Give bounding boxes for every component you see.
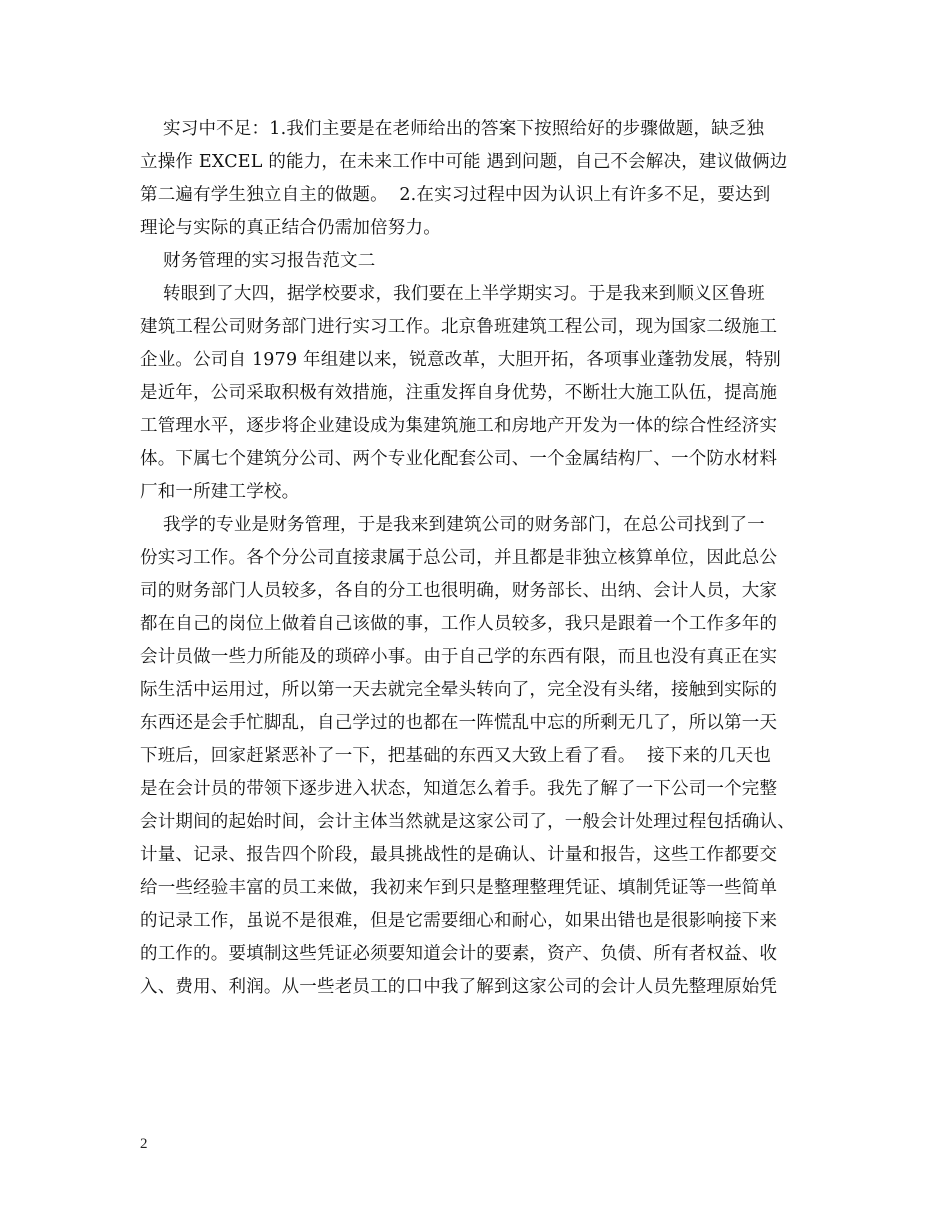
text-line: 会计员做一些力所能及的琐碎小事。由于自己学的东西有限，而且也没有真正在实 — [140, 647, 778, 667]
text-line: 的记录工作，虽说不是很难，但是它需要细心和耐心，如果出错也是很影响接下来 — [140, 911, 778, 931]
text-line: 计量、记录、报告四个阶段，最具挑战性的是确认、计量和报告，这些工作都要交 — [140, 845, 778, 865]
text-line: 第二遍有学生独立自主的做题。 2.在实习过程中因为认识上有许多不足，要达到 — [140, 185, 771, 205]
text-line: 东西还是会手忙脚乱，自己学过的也都在一阵慌乱中忘的所剩无几了，所以第一天 — [140, 713, 778, 733]
text-line: 我学的专业是财务管理，于是我来到建筑公司的财务部门，在总公司找到了一 — [140, 515, 765, 535]
page-number: 2 — [140, 1136, 148, 1152]
text-line: 际生活中运用过，所以第一天去就完全晕头转向了，完全没有头绪，接触到实际的 — [140, 680, 778, 700]
text-line: 是在会计员的带领下逐步进入状态，知道怎么着手。我先了解了一下公司一个完整 — [140, 779, 778, 799]
text-line: 厂和一所建工学校。 — [140, 482, 300, 502]
text-line: 立操作 EXCEL 的能力，在未来工作中可能 遇到问题，自己不会解决，建议做俩边 — [140, 152, 788, 172]
text-line: 份实习工作。各个分公司直接隶属于总公司，并且都是非独立核算单位，因此总公 — [140, 548, 778, 568]
text-line: 的工作的。要填制这些凭证必须要知道会计的要素，资产、负债、所有者权益、收 — [140, 944, 778, 964]
text-line: 都在自己的岗位上做着自己该做的事，工作人员较多，我只是跟着一个工作多年的 — [140, 614, 778, 634]
section-heading: 财务管理的实习报告范文二 — [140, 251, 376, 271]
text-line: 体。下属七个建筑分公司、两个专业化配套公司、一个金属结构厂、一个防水材料 — [140, 449, 778, 469]
text-line: 入、费用、利润。从一些老员工的口中我了解到这家公司的会计人员先整理原始凭 — [140, 977, 778, 997]
text-line: 建筑工程公司财务部门进行实习工作。北京鲁班建筑工程公司，现为国家二级施工 — [140, 317, 778, 337]
text-line: 是近年，公司采取积极有效措施，注重发挥自身优势，不断壮大施工队伍，提高施 — [140, 383, 778, 403]
text-line: 转眼到了大四，据学校要求，我们要在上半学期实习。于是我来到顺义区鲁班 — [140, 284, 765, 304]
text-line: 工管理水平，逐步将企业建设成为集建筑施工和房地产开发为一体的综合性经济实 — [140, 416, 778, 436]
body-text — [140, 113, 812, 1004]
text-line: 实习中不足：1.我们主要是在老师给出的答案下按照给好的步骤做题，缺乏独 — [140, 119, 765, 139]
text-line: 企业。公司自 1979 年组建以来，锐意改革，大胆开拓，各项事业蓬勃发展，特别 — [140, 350, 781, 370]
text-line: 会计期间的起始时间，会计主体当然就是这家公司了，一般会计处理过程包括确认、 — [140, 812, 795, 832]
text-line: 司的财务部门人员较多，各自的分工也很明确，财务部长、出纳、会计人员，大家 — [140, 581, 778, 601]
text-line: 下班后，回家赶紧恶补了一下，把基础的东西又大致上看了看。 接下来的几天也 — [140, 746, 772, 766]
text-line: 给一些经验丰富的员工来做，我初来乍到只是整理整理凭证、填制凭证等一些简单 — [140, 878, 778, 898]
text-line: 理论与实际的真正结合仍需加倍努力。 — [140, 218, 441, 238]
